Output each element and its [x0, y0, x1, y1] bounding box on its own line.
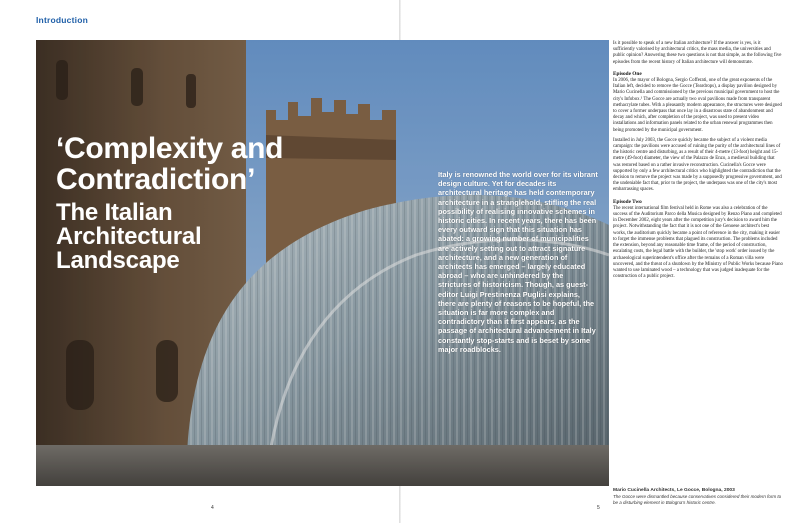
opening-paragraph: Is it possible to speak of a new Italian architecture? If the answer is yes, is it sufficiently valorised by architectural critics, the mass media, the universities and public opinion? Answering these two questions is not that simple, as the following five episodes from the recent history of Italian architecture will demonstrate.: [613, 41, 782, 65]
body-text-column: [613, 41, 783, 284]
feature-title-block: [56, 133, 386, 273]
episode-one-paragraph-2: Installed in July 2003, the Gocce quickly became the subject of a violent media campaign: the pavilions were accused of ruining the purity of the architectural lines of the historic centre and disturbing, as a result of their 4-metre (13-foot) height and 15-metre (49-foot) diameter, the view of the Palazzo de Enzo, a medieval building that was restored based on a rather invasive reconstruction. Cucinella's Gocce were supported by only a few architectural critics who highlighted the contradiction that the decision to remove the project was made by a supposedly progressive government, and the undeniable fact that, prior to the project, the underpass was one of the city's most embarrassing spaces.: [613, 137, 782, 193]
feature-headline: ‘Complexity and Contradiction’: [56, 132, 284, 196]
standfirst-text: Italy is renowned the world over for its vibrant design culture. Yet for decades its architectural heritage has held contemporary architecture in a stranglehold, stifling the real possibility of realising innovative schemes in historic cities. In recent years, there has been every outward sign that this situation has abated: a growing number of municipalities are actively setting out to attract signature architecture, and a new generation of architects has emerged – largely educated abroad – who are unhindered by the strictures of historicism. Though, as guest-editor Luigi Prestinenza Puglisi explains, there are plenty of reasons to be hopeful, the situation is far more complex and contradictory than it first appears, as the passage of architectural advancement in Italy constantly stop-starts and is beset by some major roadblocks.: [438, 170, 598, 354]
episode-one-heading: Episode One: [613, 70, 642, 77]
feature-subhead: The Italian Architectural Landscape: [56, 199, 202, 274]
page-number-right: 5: [597, 505, 600, 511]
caption-title: Mario Cucinella Architects, Le Gocce, Bologna, 2003: [613, 488, 735, 493]
caption-text: The Gocce were dismantled because conservatives considered their modern form to be a disturbing element in Bologna's historic centre.: [613, 494, 782, 505]
page-number-left: 4: [211, 505, 214, 511]
episode-two-paragraph-1: The recent international film festival held in Rome was also a celebration of the success of the Auditorium Parco della Musica designed by Renzo Piano and completed in December 2002, eight years after the competition jury's decision to award him the project. Notwithstanding the fact that it is not one of the Genoese architect's best works, the auditorium quickly became a point of reference in the city, making it easier to forget the immense problems that plagued its construction. The problems included the extension, beyond any reasonable time frame, of the period of construction, escalating costs, the legal battle with the builder, the 'stop work' order issued by the archaeological superintendent's office after the remains of a Roman villa were uncovered, and the threat of a shutdown by the Ministry of Public Works because Piano wanted to use laminated wood – a technology that was judged inadequate for the construction of a public project.: [613, 205, 783, 280]
photo-caption: [613, 488, 785, 505]
section-label: Introduction: [36, 15, 88, 25]
episode-one-paragraph-1: In 2006, the mayor of Bologna, Sergio Cofferati, one of the great exponents of the Italian left, decided to remove the Gocce (Teardrops), a display pavilion designed by Mario Cucinella and commissioned by the previous municipal government to host the city's Infobox.¹ The Gocce are actually two oval pavilions made from transparent methacrylate tubes. With a pleasantly modern appearance, the structures were designed to cover a former underpass that once lay in a disastrous state of abandonment and decay and which, after completion of the project, was used to present video installations and information panels related to the urban renewal programmes then being promoted by the municipal government.: [613, 78, 782, 133]
episode-two-heading: Episode Two: [613, 198, 642, 205]
